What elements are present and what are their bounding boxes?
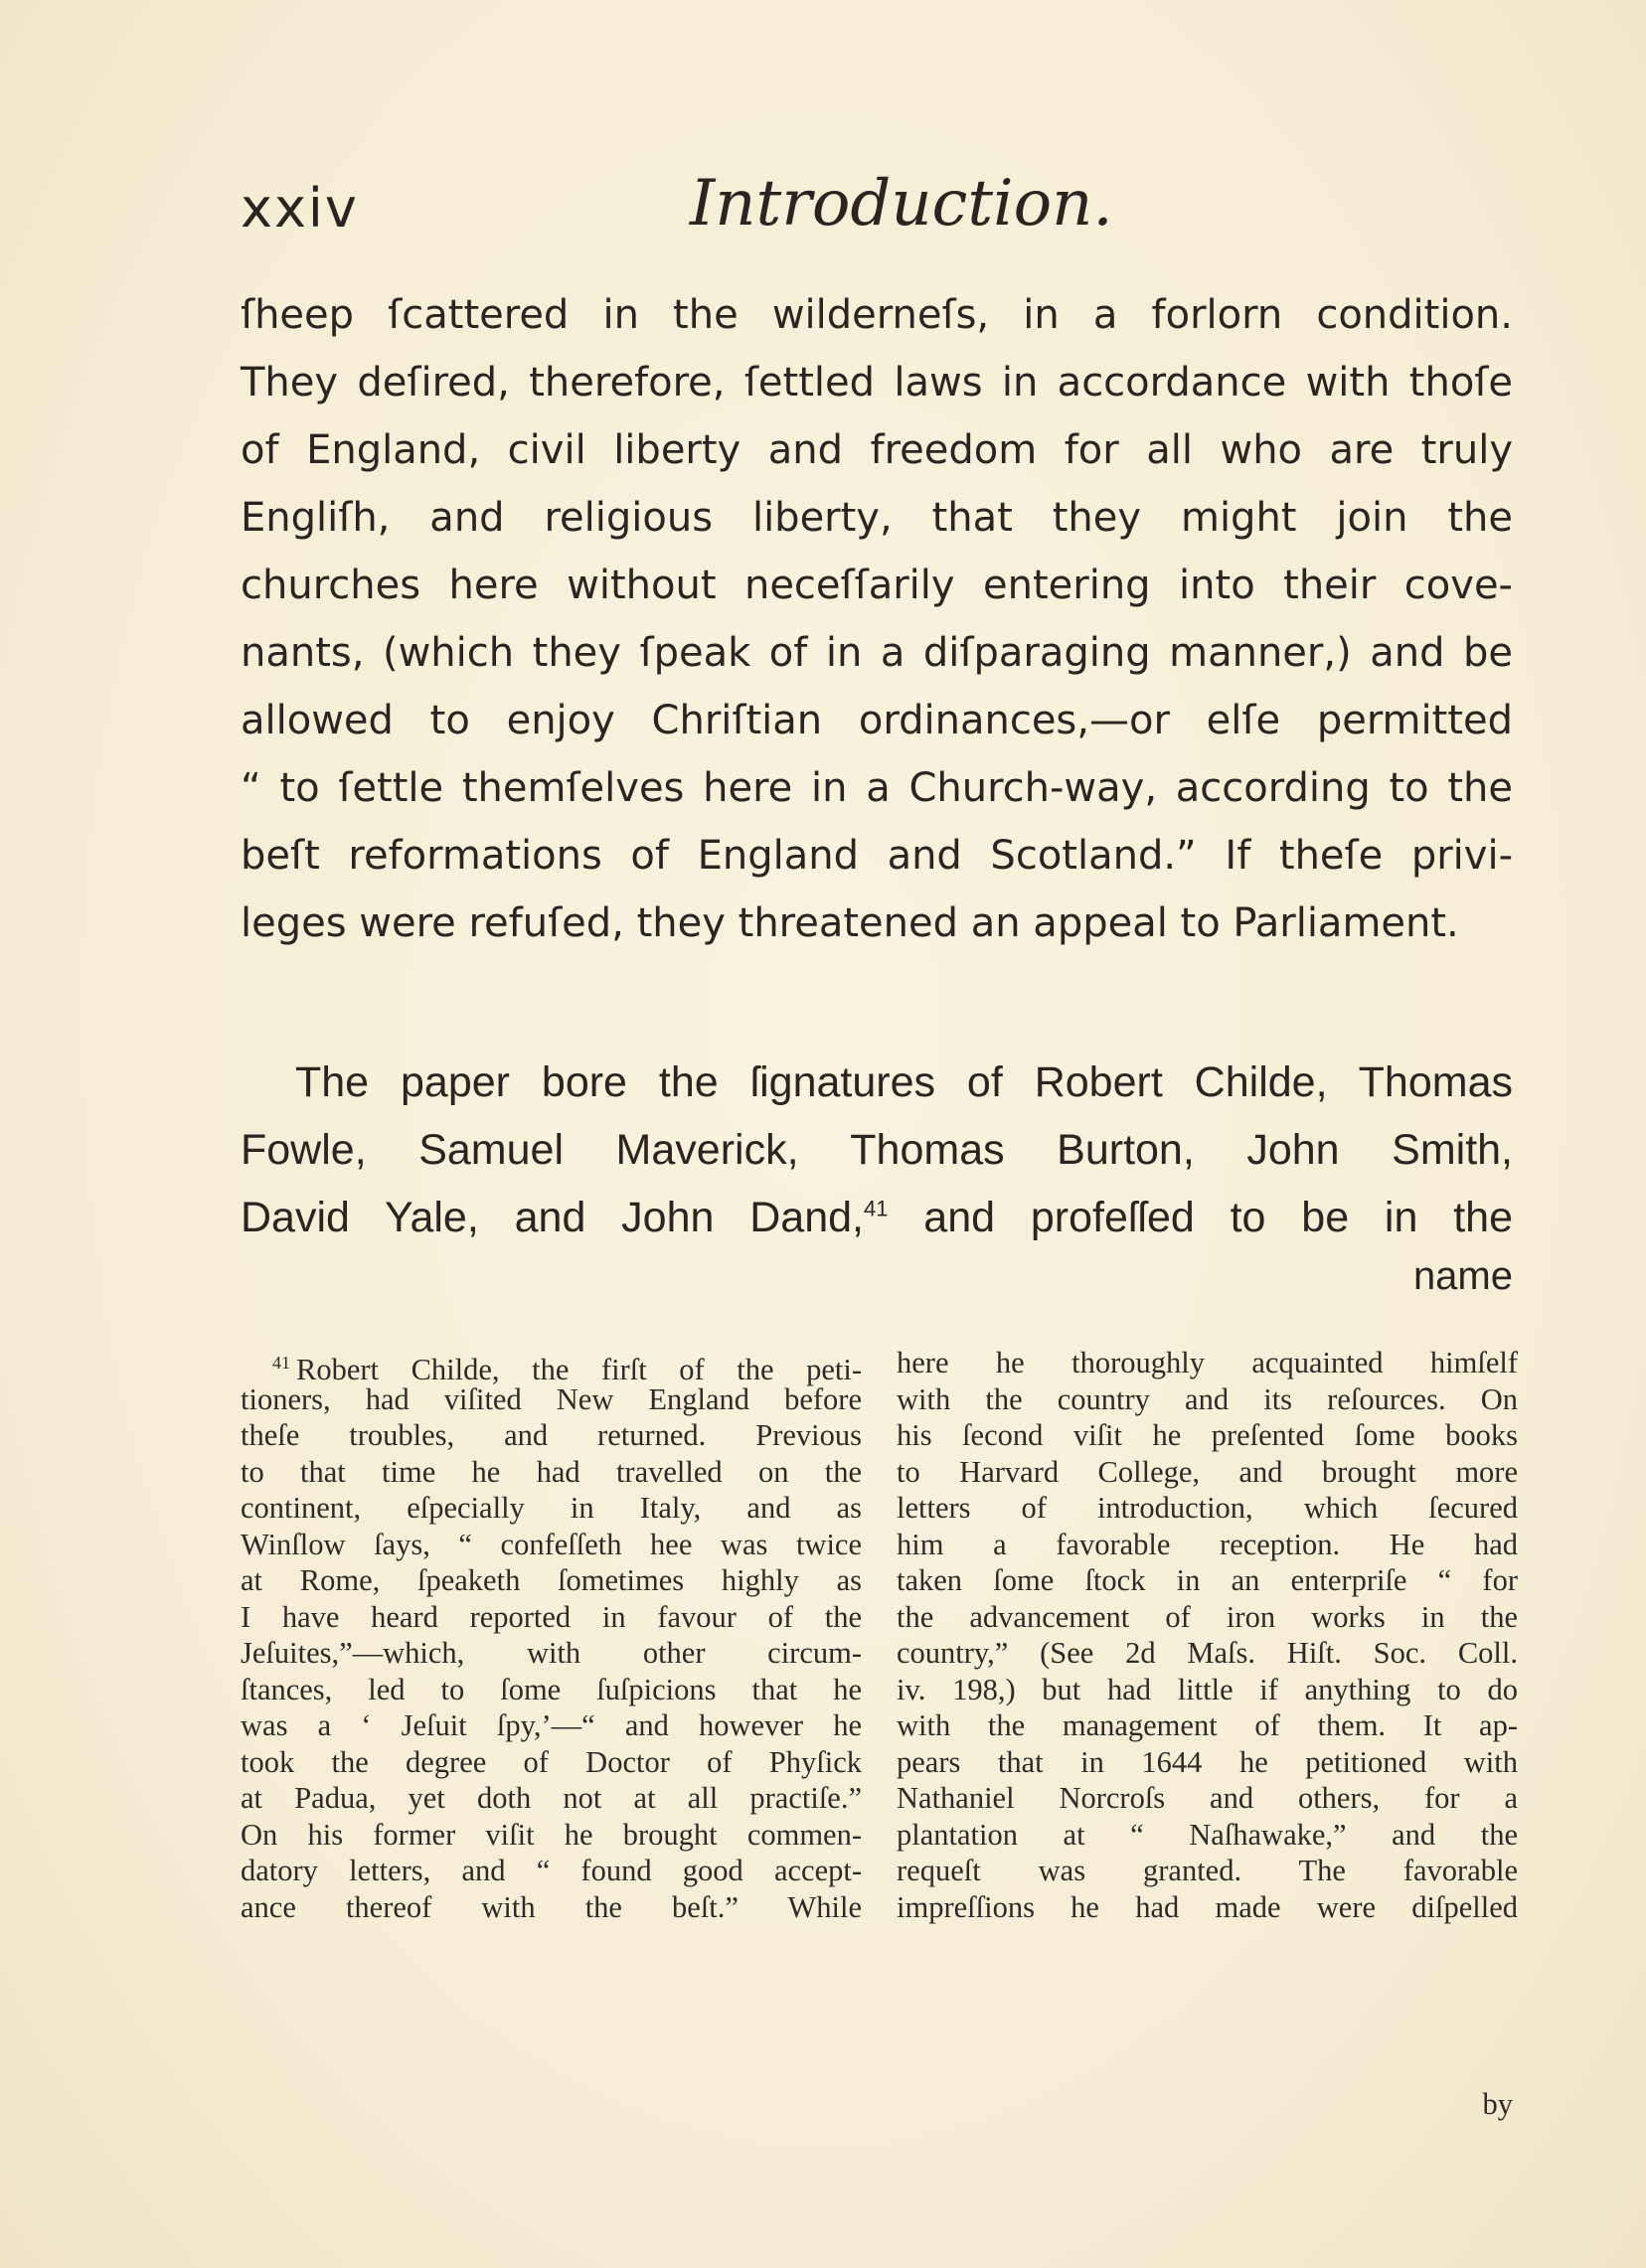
text-line: beſt reformations of England and Scotland.” If theſe privi- xyxy=(241,833,1513,879)
footnote-line: pears that in 1644 he petitioned with xyxy=(897,1744,1518,1779)
footnote-line: Nathaniel Norcroſs and others, for a xyxy=(897,1781,1518,1815)
footnote-line: I have heard reported in favour of the xyxy=(241,1599,862,1634)
footnote-line: continent, eſpecially in Italy, and as xyxy=(241,1491,862,1525)
footnote-line: ance thereof with the beſt.” While xyxy=(241,1889,862,1924)
footnote-line: ſtances, led to ſome ſuſpicions that he xyxy=(241,1672,862,1706)
footnote-line: the advancement of iron works in the xyxy=(897,1599,1518,1634)
text-line: ſheep ſcattered in the wilderneſs, in a forlorn condition. xyxy=(241,292,1513,338)
footnote-reference[interactable]: 41 xyxy=(863,1196,889,1221)
footnote-line: at Padua, yet doth not at all practiſe.” xyxy=(241,1781,862,1815)
footnote-line: On his former viſit he brought commen- xyxy=(241,1817,862,1852)
footnote-line: his ſecond viſit he preſented ſome books xyxy=(897,1418,1518,1452)
footnote-line: Jeſuites,”—which, with other circum- xyxy=(241,1636,862,1670)
footnote-catchword: by xyxy=(1482,2087,1513,2121)
footnote-line xyxy=(241,1345,862,1387)
text-line: They deſired, therefore, ſettled laws in accordance with thoſe xyxy=(241,360,1513,405)
footnote-line: datory letters, and “ found good accept- xyxy=(241,1854,862,1887)
footnote-line: at Rome, ſpeaketh ſometimes highly as xyxy=(241,1563,862,1597)
page-header xyxy=(241,167,1523,256)
footnote-line: plantation at “ Naſhawake,” and the xyxy=(897,1817,1518,1852)
text-line: leges were refuſed, they threatened an appeal to Parliament. xyxy=(241,900,1459,946)
footnote-text: Robert Childe, the firſt of the peti- xyxy=(296,1353,862,1387)
text-line: Engliſh, and religious liberty, that they might join the xyxy=(241,495,1513,541)
text-line: nants, (which they ſpeak of in a diſparaging manner,) and be xyxy=(241,630,1513,676)
footnote-line: took the degree of Doctor of Phyſick xyxy=(241,1744,862,1779)
footnote-line: iv. 198,) but had little if anything to do xyxy=(897,1672,1518,1706)
text-segment: and profeſſed to be in the xyxy=(888,1194,1513,1241)
footnote-line: to that time he had travelled on the xyxy=(241,1454,862,1489)
text-line-with-note xyxy=(241,1184,1513,1251)
running-title: Introduction. xyxy=(690,167,1113,241)
text-line: Fowle, Samuel Maverick, Thomas Burton, John Smith, xyxy=(241,1126,1513,1174)
footnote-line: him a favorable reception. He had xyxy=(897,1527,1518,1561)
text-line: The paper bore the ſignatures of Robert Childe, Thomas xyxy=(295,1058,1513,1106)
paragraph-continuation xyxy=(241,281,1513,957)
text-segment: David Yale, and John Dand, xyxy=(241,1194,864,1241)
footnote-line: with the management of them. It ap- xyxy=(897,1708,1518,1742)
text-line: “ to ſettle themſelves here in a Church-way, according to the xyxy=(241,765,1513,811)
paragraph-signatures xyxy=(241,1049,1513,1251)
footnote-line: to Harvard College, and brought more xyxy=(897,1454,1518,1489)
footnote-line: here he thoroughly acquainted himſelf xyxy=(897,1346,1518,1379)
footnote-line: impreſſions he had made were diſpelled xyxy=(897,1889,1518,1924)
footnote-line: requeſt was granted. The favorable xyxy=(897,1854,1518,1887)
text-line: of England, civil liberty and freedom for all who are truly xyxy=(241,427,1513,473)
text-line: allowed to enjoy Chriſtian ordinances,—or elſe permitted xyxy=(241,698,1513,743)
footnote-column-left xyxy=(241,1345,862,1925)
footnote-line: was a ‘ Jeſuit ſpy,’—“ and however he xyxy=(241,1708,862,1742)
footnote-column-right xyxy=(897,1345,1518,1925)
footnote-line: taken ſome ſtock in an enterpriſe “ for xyxy=(897,1563,1518,1597)
catchword: name xyxy=(1412,1254,1513,1298)
text-line: churches here without neceſſarily entering into their cove- xyxy=(241,563,1513,608)
footnotes xyxy=(241,1345,1518,2060)
footnote-line: letters of introduction, which ſecured xyxy=(897,1491,1518,1525)
footnote-line: with the country and its reſources. On xyxy=(897,1381,1518,1416)
footnote-number: 41 xyxy=(272,1353,290,1373)
footnote-line: country,” (See 2d Maſs. Hiſt. Soc. Coll. xyxy=(897,1636,1518,1670)
footnote-line: theſe troubles, and returned. Previous xyxy=(241,1418,862,1452)
page-number: xxiv xyxy=(241,177,359,240)
footnote-line: Winſlow ſays, “ confeſſeth hee was twice xyxy=(241,1527,862,1561)
footnote-line: tioners, had viſited New England before xyxy=(241,1381,862,1416)
